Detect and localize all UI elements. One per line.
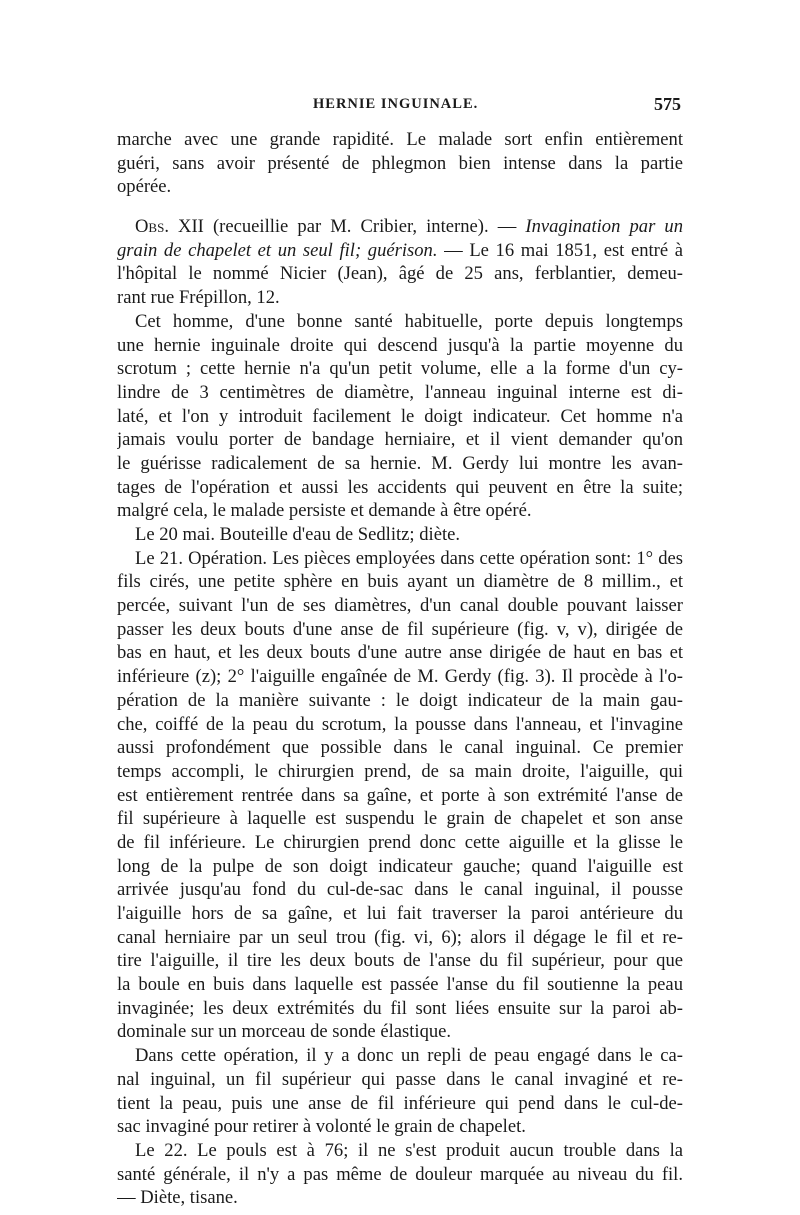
text-line: de fil inférieure. Le chirurgien prend donc cette aiguille et la glisse le (117, 831, 683, 853)
text-line: Le 21. Opération. Les pièces employées dans cette opération sont: 1° des (135, 547, 683, 569)
observation-title: Invagination par un (525, 216, 683, 238)
text-line: pération de la manière suivante : le doigt indicateur de la main gau- (117, 689, 683, 711)
text-line: grain de chapelet et un seul fil; guérison. — Le 16 mai 1851, est entré à (117, 239, 683, 261)
running-title: HERNIE INGUINALE. (313, 96, 479, 112)
book-page (117, 94, 683, 1210)
paragraph-may-20 (117, 523, 683, 547)
paragraph-operation (117, 547, 683, 1044)
text-line: Cet homme, d'une bonne santé habituelle, porte depuis longtemps (135, 310, 683, 332)
text-line: Obs. XII (recueillie par M. Cribier, interne). — Invagination par un (135, 216, 683, 238)
text-line: santé générale, il n'y a pas même de douleur marquée au niveau du fil. (117, 1163, 683, 1185)
text-line: opérée. (117, 176, 172, 198)
paragraph-summary (117, 1044, 683, 1139)
text-line: Dans cette opération, il y a donc un repli de peau engagé dans le ca- (135, 1045, 683, 1067)
text-line: aussi profondément que possible dans le canal inguinal. Ce premier (117, 737, 683, 759)
paragraph-may-22 (117, 1139, 683, 1210)
text-line: dominale sur un morceau de sonde élastique. (117, 1021, 452, 1043)
text-line: malgré cela, le malade persiste et demande à être opéré. (117, 500, 532, 522)
text-line: rant rue Frépillon, 12. (117, 287, 280, 309)
paragraph-closing (117, 128, 683, 199)
text-line: nal inguinal, un fil supérieur qui passe dans le canal invaginé et re- (117, 1068, 683, 1090)
text-line: tire l'aiguille, il tire les deux bouts de l'anse du fil supérieur, pour que (117, 950, 683, 972)
text-line: laté, et l'on y introduit facilement le doigt indicateur. Cet homme n'a (117, 405, 683, 427)
paragraph-history (117, 310, 683, 523)
text-line: canal herniaire par un seul trou (fig. vi, 6); alors il dégage le fil et re- (117, 926, 683, 948)
text-line: tient la peau, puis une anse de fil inférieure qui pend dans le cul-de- (117, 1092, 683, 1114)
text-line: invaginée; les deux extrémités du fil sont liées ensuite sur la paroi ab- (117, 997, 683, 1019)
text-line: inférieure (z); 2° l'aiguille engaînée de M. Gerdy (fig. 3). Il procède à l'o- (117, 666, 683, 688)
text-line: bas en haut, et les deux bouts d'une autre anse dirigée de haut en bas et (117, 642, 683, 664)
text-line: Le 20 mai. Bouteille d'eau de Sedlitz; diète. (135, 524, 461, 545)
text-line: est entièrement rentrée dans sa gaîne, et porte à son extrémité l'anse de (117, 784, 683, 806)
text-line: une hernie inguinale droite qui descend jusqu'à la partie moyenne du (117, 334, 683, 356)
observation-label: Obs. XII (135, 216, 204, 238)
text-line: arrivée jusqu'au fond du cul-de-sac dans le canal inguinal, il pousse (117, 879, 683, 901)
text-line: lindre de 3 centimètres de diamètre, l'anneau inguinal interne est di- (117, 381, 683, 403)
text-line: le guérisse radicalement de sa hernie. M. Gerdy lui montre les avan- (117, 452, 683, 474)
text-line: sac invaginé pour retirer à volonté le grain de chapelet. (117, 1116, 526, 1138)
text-line: l'aiguille hors de sa gaîne, et lui fait traverser la paroi antérieure du (117, 903, 683, 924)
text-line: percée, suivant l'un de ses diamètres, d'un canal double pouvant laisser (117, 595, 683, 617)
text-line: long de la pulpe de son doigt indicateur gauche; quand l'aiguille est (117, 855, 683, 877)
observation-heading (117, 215, 683, 310)
text-line: fils cirés, une petite sphère en buis ayant un diamètre de 8 millim., et (117, 571, 683, 593)
text-line: fil supérieure à laquelle est suspendu le grain de chapelet et son anse (117, 808, 683, 830)
text-line: jamais voulu porter de bandage herniaire, et il vient demander qu'on (117, 429, 683, 451)
text-line: marche avec une grande rapidité. Le malade sort enfin entièrement (117, 129, 683, 150)
page-number: 575 (654, 94, 681, 114)
text-line: che, coiffé de la peau du scrotum, la pousse dans l'anneau, et l'invagine (117, 713, 683, 735)
body-text (117, 128, 683, 1210)
text-line: guéri, sans avoir présenté de phlegmon bien intense dans la partie (117, 152, 683, 174)
page-header (117, 94, 683, 128)
text-line: Le 22. Le pouls est à 76; il ne s'est produit aucun trouble dans la (135, 1139, 683, 1161)
observation-intro (117, 262, 683, 309)
text-line: l'hôpital le nommé Nicier (Jean), âgé de 25 ans, ferblantier, demeu- (117, 263, 683, 285)
observation-title: grain de chapelet et un seul fil; guérison. (117, 239, 438, 261)
text-line: — Diète, tisane. (117, 1187, 238, 1209)
text-line: tages de l'opération et aussi les accidents qui peuvent en être la suite; (117, 476, 683, 498)
text-line: temps accompli, le chirurgien prend, de sa main droite, l'aiguille, qui (117, 760, 683, 782)
text-line: passer les deux bouts d'une anse de fil supérieure (fig. v, v), dirigée de (117, 618, 683, 640)
text-line: la boule en buis dans laquelle est passée l'anse du fil soutienne la peau (117, 974, 683, 996)
text-line: scrotum ; cette hernie n'a qu'un petit volume, elle a la forme d'un cy- (117, 358, 683, 380)
